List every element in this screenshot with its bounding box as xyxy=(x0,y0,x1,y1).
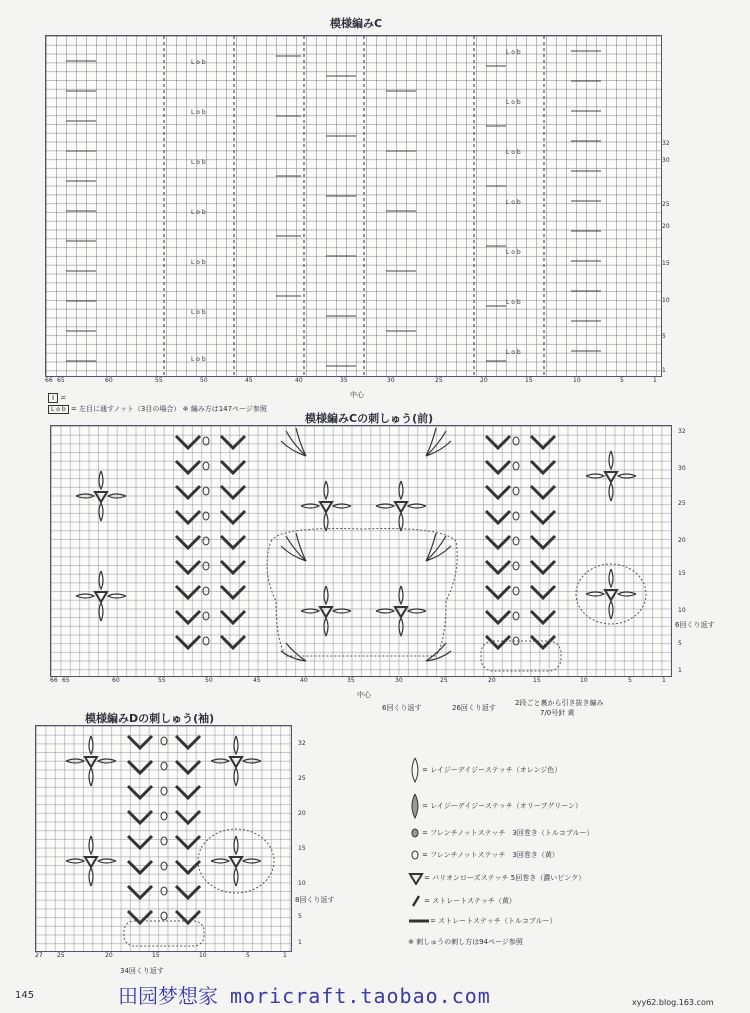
lazy-daisy-olive-icon xyxy=(408,792,422,820)
row-number: 25 xyxy=(662,201,670,208)
col-number: 30 xyxy=(395,677,403,684)
embroidery-d-title: 模様編みDの刺しゅう(袖) xyxy=(85,712,215,725)
svg-text:L o b: L o b xyxy=(191,159,206,166)
row-marker: 30 xyxy=(678,465,686,472)
row-marker: 20 xyxy=(298,810,306,817)
row-number: 15 xyxy=(662,260,670,267)
row-number: 5 xyxy=(662,333,666,340)
svg-text:L o b: L o b xyxy=(506,49,521,56)
row-marker: 20 xyxy=(678,537,686,544)
svg-text:L o b: L o b xyxy=(506,299,521,306)
col-number: 25 xyxy=(440,677,448,684)
embroidery-c-center-label: 中心 xyxy=(357,691,371,699)
legend-text: = フレンチノットステッチ 3回巻き（トルコブルー） xyxy=(422,829,594,837)
row-number: 32 xyxy=(662,140,670,147)
col-number: 45 xyxy=(253,677,261,684)
cross-stitch-motifs xyxy=(66,51,601,366)
legend-item xyxy=(408,893,728,909)
embroidery-c-repeat-a: 6回くり返す xyxy=(382,704,422,712)
chevron-columns xyxy=(176,436,555,648)
embroidery-c-grid xyxy=(50,425,672,677)
col-number: 55 xyxy=(158,677,166,684)
row-number: 1 xyxy=(662,367,666,374)
chart-c-legend-2 xyxy=(48,404,267,414)
col-number: 66 xyxy=(45,377,53,384)
col-number: 50 xyxy=(205,677,213,684)
row-marker: 25 xyxy=(678,500,686,507)
embroidery-c-note-2: 7/0号針 黄 xyxy=(540,709,575,717)
col-number: 60 xyxy=(105,377,113,384)
svg-text:L o b: L o b xyxy=(191,309,206,316)
chart-c-center-label: 中心 xyxy=(350,391,364,399)
embroidery-d-repeat-bottom: 34回くり返す xyxy=(120,967,164,975)
svg-text:L o b: L o b xyxy=(191,109,206,116)
legend-text: = レイジーデイジーステッチ（オレンジ色） xyxy=(422,766,562,774)
embroidery-d-row-markers xyxy=(298,725,328,950)
chart-c-row-numbers xyxy=(662,35,682,375)
col-number: 60 xyxy=(112,677,120,684)
row-marker: 32 xyxy=(678,428,686,435)
svg-text:L o b: L o b xyxy=(506,249,521,256)
col-number: 50 xyxy=(200,377,208,384)
col-number: 25 xyxy=(57,952,65,959)
row-marker: 5 xyxy=(678,640,682,647)
row-marker: 1 xyxy=(678,667,682,674)
legend-text: = ストレートステッチ（トルコブルー） xyxy=(430,917,557,925)
row-marker: 10 xyxy=(678,607,686,614)
legend-symbol: L o b xyxy=(48,405,69,414)
col-number: 30 xyxy=(387,377,395,384)
legend-text: = ストレートステッチ（黄） xyxy=(424,897,516,905)
cable-columns xyxy=(164,36,544,376)
col-number: 15 xyxy=(525,377,533,384)
col-number: 5 xyxy=(628,677,632,684)
stitch-legend xyxy=(408,755,728,947)
chart-c-title: 模様編みC xyxy=(330,17,383,30)
col-number: 20 xyxy=(105,952,113,959)
legend-note: ※ 刺しゅうの刺し方は94ページ参照 xyxy=(408,938,523,946)
flower-motifs xyxy=(66,736,261,886)
french-knot-dots xyxy=(161,737,167,920)
legend-note: ※ 編み方は147ページ参照 xyxy=(182,405,267,413)
watermark-site: xyy62.blog.163.com xyxy=(632,998,714,1007)
embroidery-c-repeat-side: 6回くり返す xyxy=(675,621,715,629)
legend-item xyxy=(408,913,728,929)
embroidery-c-motifs xyxy=(51,426,671,676)
svg-text:L o b: L o b xyxy=(506,199,521,206)
col-number: 5 xyxy=(246,952,250,959)
french-knot-yellow-icon xyxy=(408,849,422,861)
row-marker: 1 xyxy=(298,939,302,946)
french-knot-turquoise-icon xyxy=(408,827,422,839)
col-number: 10 xyxy=(199,952,207,959)
row-number: 30 xyxy=(662,157,670,164)
straight-stitch-turquoise-icon xyxy=(408,916,430,926)
col-number: 10 xyxy=(573,377,581,384)
svg-text:L o b: L o b xyxy=(191,59,206,66)
col-number: 27 xyxy=(35,952,43,959)
row-number: 10 xyxy=(662,297,670,304)
col-number: 5 xyxy=(620,377,624,384)
col-number: 45 xyxy=(245,377,253,384)
straight-stitch-yellow-icon xyxy=(408,894,424,908)
legend-item xyxy=(408,755,728,785)
col-number: 40 xyxy=(295,377,303,384)
col-number: 55 xyxy=(155,377,163,384)
col-number: 25 xyxy=(435,377,443,384)
legend-text: = フレンチノットステッチ 3回巻き（黄） xyxy=(422,851,559,859)
legend-item xyxy=(408,791,728,821)
legend-text: = レイジーデイジーステッチ（オリーブグリーン） xyxy=(422,802,583,810)
legend-item xyxy=(408,847,728,863)
row-marker: 5 xyxy=(298,913,302,920)
svg-text:L o b: L o b xyxy=(506,349,521,356)
lazy-daisy-orange-icon xyxy=(408,756,422,784)
row-marker: 32 xyxy=(298,740,306,747)
row-marker: 25 xyxy=(298,775,306,782)
col-number: 1 xyxy=(662,677,666,684)
embroidery-d-repeat-side: 8回くり返す xyxy=(295,896,335,904)
col-number: 15 xyxy=(152,952,160,959)
embroidery-c-row-markers xyxy=(678,425,708,675)
chart-c-col-numbers xyxy=(45,377,660,387)
row-number: 20 xyxy=(662,223,670,230)
embroidery-c-title: 模様編みCの刺しゅう(前) xyxy=(305,412,434,425)
svg-text:L o b: L o b xyxy=(506,149,521,156)
col-number: 15 xyxy=(533,677,541,684)
repeat-outlines xyxy=(267,529,646,672)
col-number: 65 xyxy=(62,677,70,684)
embroidery-d-motifs xyxy=(36,726,291,951)
col-number: 66 xyxy=(50,677,58,684)
col-number: 10 xyxy=(580,677,588,684)
col-number: 20 xyxy=(488,677,496,684)
legend-text: = 左目に通すノット（3目の場合） xyxy=(70,405,181,413)
svg-text:L o b: L o b xyxy=(191,356,206,363)
legend-item xyxy=(408,869,728,887)
svg-text:L o b: L o b xyxy=(506,99,521,106)
col-number: 1 xyxy=(653,377,657,384)
col-number: 65 xyxy=(57,377,65,384)
watermark xyxy=(118,980,491,1009)
chart-c-symbols xyxy=(46,36,661,376)
embroidery-d-col-numbers xyxy=(35,952,290,962)
embroidery-d-grid xyxy=(35,725,292,952)
svg-text:L o b: L o b xyxy=(191,209,206,216)
col-number: 35 xyxy=(347,677,355,684)
watermark-cjk: 田园梦想家 xyxy=(118,984,218,1008)
col-number: 20 xyxy=(480,377,488,384)
embroidery-c-note-1: 2段ごと裏から引き抜き編み xyxy=(515,699,604,707)
embroidery-c-col-numbers xyxy=(50,677,670,687)
legend-text: = バリオンローズステッチ 5回巻き（濃いピンク） xyxy=(424,874,586,882)
svg-text:L o b: L o b xyxy=(191,259,206,266)
french-knot-dots xyxy=(203,437,519,645)
bullion-rose-icon xyxy=(408,871,424,885)
page-number: 145 xyxy=(15,990,35,1001)
legend-symbol: I xyxy=(48,393,58,403)
embroidery-c-repeat-b: 26回くり返す xyxy=(452,704,496,712)
col-number: 35 xyxy=(340,377,348,384)
row-marker: 15 xyxy=(298,845,306,852)
col-number: 40 xyxy=(300,677,308,684)
col-number: 1 xyxy=(283,952,287,959)
chart-c-grid xyxy=(45,35,662,377)
row-marker: 10 xyxy=(298,880,306,887)
row-marker: 15 xyxy=(678,570,686,577)
chart-c-legend-1 xyxy=(48,394,66,402)
legend-item xyxy=(408,825,728,841)
legend-text: = xyxy=(60,394,67,402)
watermark-url: moricraft.taobao.com xyxy=(230,984,491,1008)
